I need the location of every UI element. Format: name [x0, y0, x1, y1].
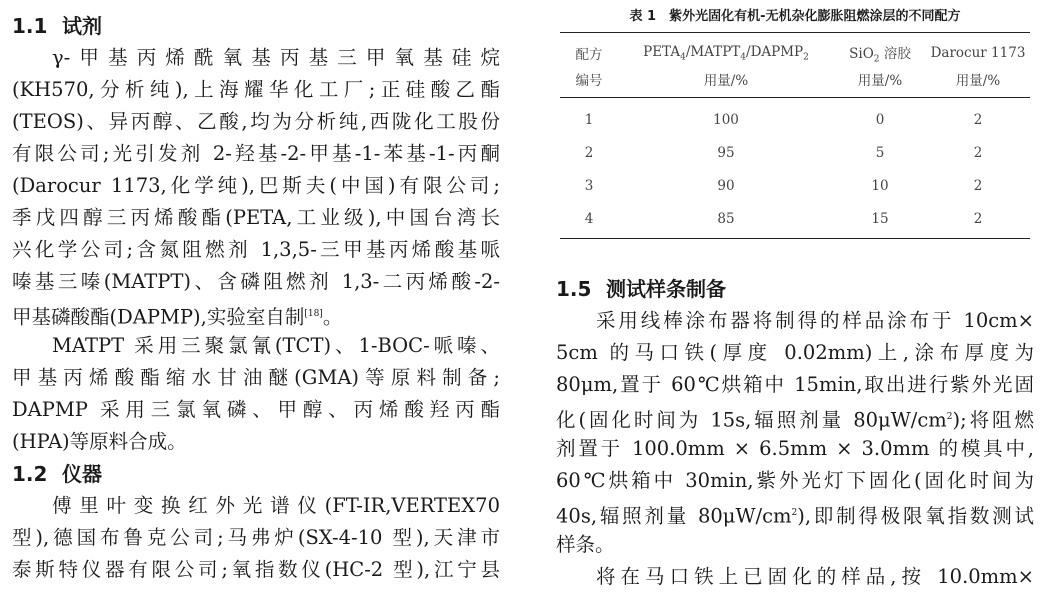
section-title: 测试样条制备 — [606, 277, 726, 301]
text-line: 嗪基三嗪(MATPT)、含磷阻燃剂 1,3-二丙烯酸-2- — [12, 270, 500, 293]
text-line: 泰斯特仪器有限公司;氧指数仪(HC-2 型),江宁县 — [12, 558, 500, 581]
section-number: 1.1 — [12, 14, 48, 38]
text-line: (KH570,分析纯),上海耀华化工厂;正硅酸乙酯 — [12, 78, 500, 101]
table-row: 1 100 0 2 — [584, 111, 983, 128]
left-column — [12, 0, 500, 586]
text-line: (HPA)等原料合成。 — [12, 430, 187, 453]
header-cell: 用量/% — [926, 66, 1030, 98]
section-title: 试剂 — [62, 14, 102, 38]
section-number: 1.5 — [556, 277, 592, 301]
header-cell: SiO$_2$ 溶胶 — [834, 33, 926, 67]
text-line: 60℃烘箱中 30min,紫外光灯下固化(固化时间为 — [556, 469, 1034, 492]
text-line: MATPT 采用三聚氯氰(TCT)、1-BOC-哌嗪、 — [52, 334, 500, 357]
text-line: 样条。 — [556, 533, 615, 556]
text-line: 5cm 的马口铁(厚度 0.02mm)上,涂布厚度为 — [556, 341, 1034, 364]
section-heading-1-1 — [12, 10, 500, 42]
synthesis-paragraph — [12, 330, 500, 426]
formulation-table — [560, 32, 1030, 239]
section-heading-1-5 — [556, 273, 1034, 305]
section-heading-1-2 — [12, 458, 500, 490]
instruments-paragraph — [12, 490, 500, 586]
text-line: DAPMP 采用三氯氧磷、甲醇、丙烯酸羟丙酯 — [12, 398, 500, 421]
header-cell: 配方 — [560, 33, 618, 67]
text-line: 季戊四醇三丙烯酸酯(PETA,工业级),中国台湾长 — [12, 206, 500, 229]
text-line: 80μm,置于 60℃烘箱中 15min,取出进行紫外光固 — [556, 373, 1034, 396]
text-line: 40s,辐照剂量 $80\mu W/cm^2$),即制得极限氧指数测试 — [556, 504, 1034, 528]
table-row: 2 95 5 2 — [584, 144, 983, 161]
text-line: 将在马口铁上已固化的样品,按 10.0mm× — [596, 565, 1034, 588]
text-line: 甲基磷酸酯(DAPMP),实验室自制[18]。 — [12, 305, 343, 329]
text-line: 傅里叶变换红外光谱仪(FT-IR,VERTEX70 — [52, 494, 500, 517]
text-line: γ-甲基丙烯酰氧基丙基三甲氧基硅烷 — [52, 46, 500, 69]
section-title: 仪器 — [62, 462, 102, 486]
citation-ref[interactable]: [18] — [304, 309, 323, 319]
section-number: 1.2 — [12, 462, 48, 486]
header-cell: 用量/% — [618, 66, 834, 98]
text-line: 有限公司;光引发剂 2-羟基-2-甲基-1-苯基-1-丙酮 — [12, 142, 500, 165]
text-line: 甲基丙烯酸酯缩水甘油醚(GMA)等原料制备; — [12, 366, 500, 389]
text-line: 化(固化时间为 15s,辐照剂量 $80\mu W/cm^2$);将阻燃 — [556, 408, 1034, 432]
header-cell: Darocur 1173 — [926, 33, 1030, 67]
table-header-row — [560, 33, 1030, 67]
header-cell: 用量/% — [834, 66, 926, 98]
table-header-row — [560, 66, 1030, 98]
table-caption: 表 1 紫外光固化有机-无机杂化膨胀阻燃涂层的不同配方 — [629, 9, 961, 24]
right-column — [556, 0, 1034, 593]
text-line: 兴化学公司;含氮阻燃剂 1,3,5-三甲基丙烯酸基哌 — [12, 238, 500, 261]
table-row: 4 85 15 2 — [560, 202, 1030, 239]
header-cell: $PETA_4/MATPT_4/DAPMP_2$ — [618, 33, 834, 67]
text-line: 剂置于 100.0mm × 6.5mm × 3.0mm 的模具中, — [556, 437, 1034, 460]
header-cell: 编号 — [560, 66, 618, 98]
text-line: (Darocur 1173,化学纯),巴斯夫(中国)有限公司; — [12, 174, 500, 197]
text-line: (TEOS)、异丙醇、乙酸,均为分析纯,西陇化工股份 — [12, 110, 500, 133]
table-row: 3 90 10 2 — [584, 177, 983, 194]
text-line: 采用线棒涂布器将制得的样品涂布于 10cm× — [596, 309, 1034, 332]
text-line: 型),德国布鲁克公司;马弗炉(SX-4-10 型),天津市 — [12, 526, 500, 549]
reagents-paragraph — [12, 42, 500, 298]
